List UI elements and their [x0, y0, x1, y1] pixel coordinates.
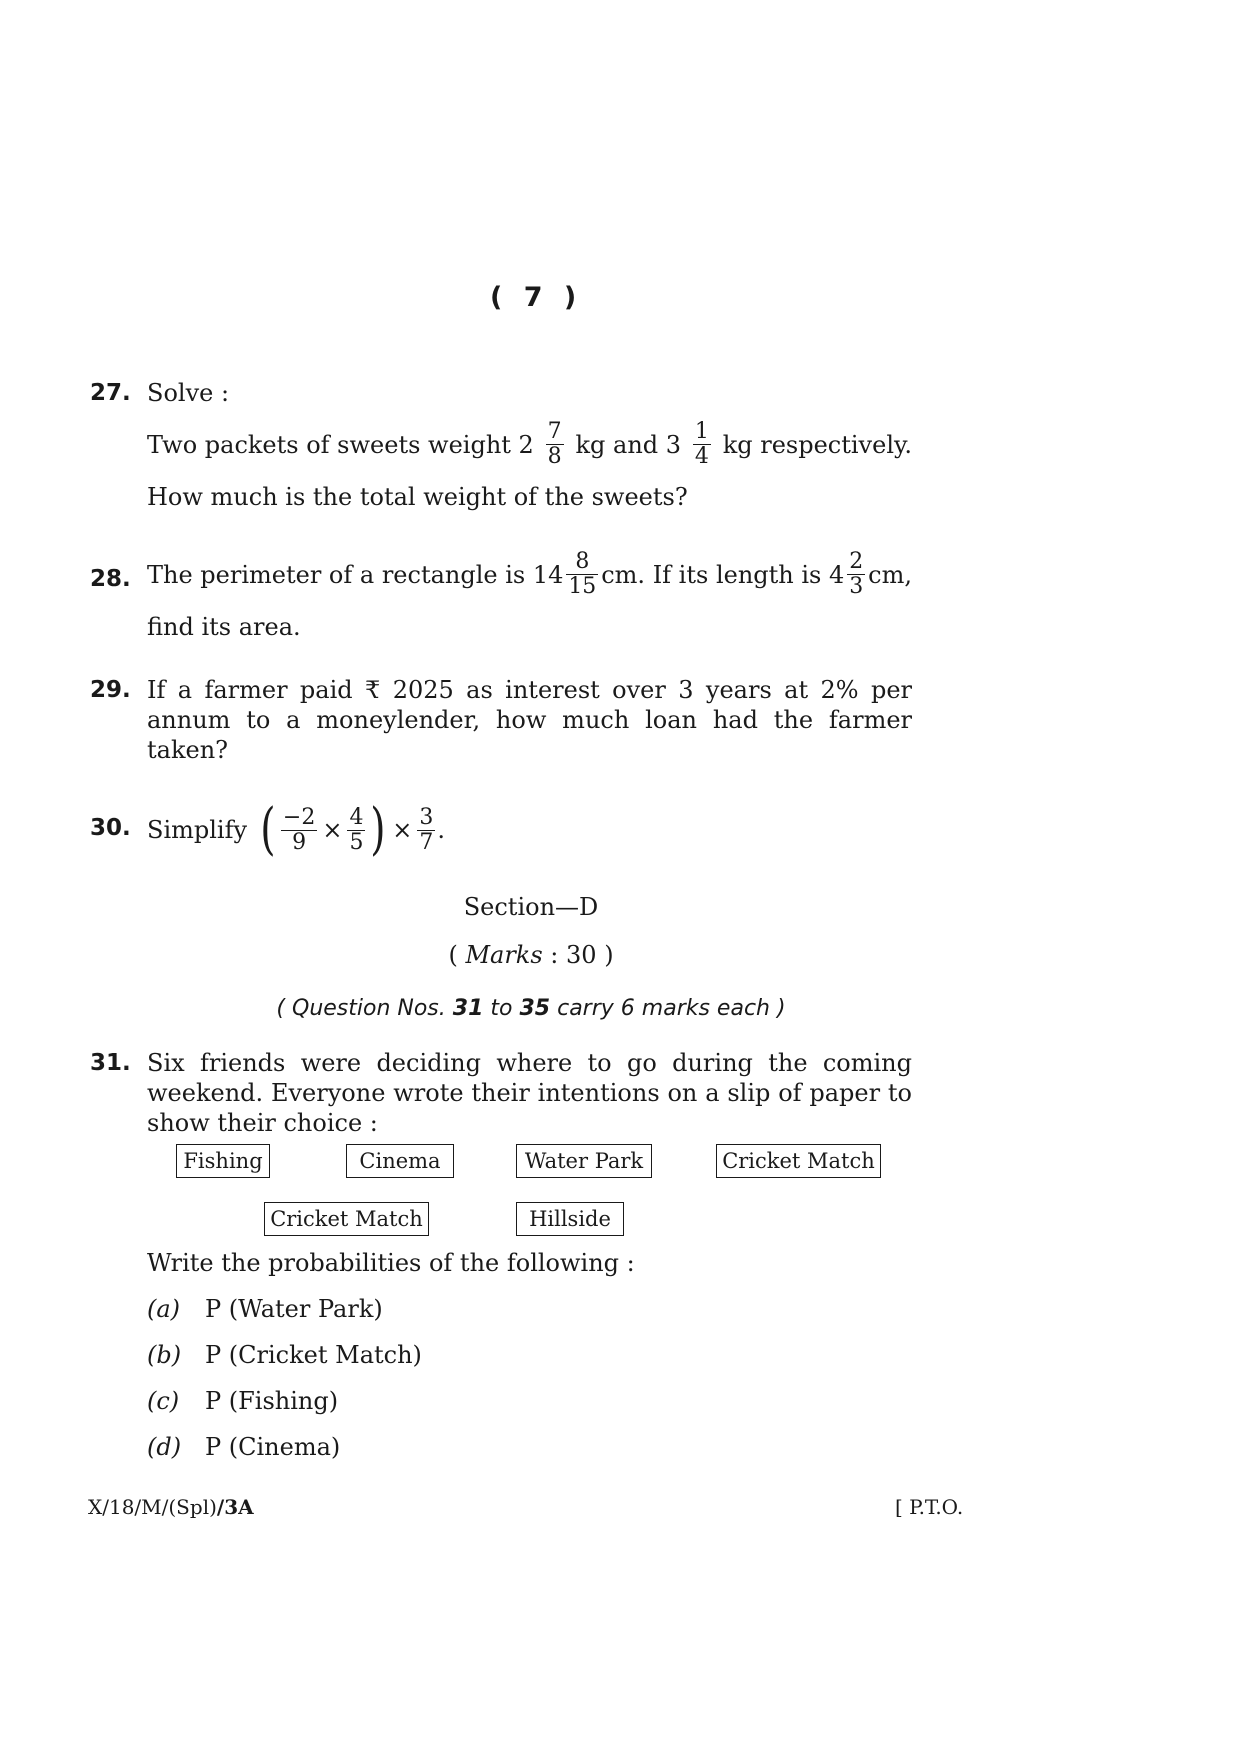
q30-end: .	[437, 816, 446, 844]
section-title-text: Section—D	[463, 893, 599, 921]
marks-label: Marks	[465, 941, 543, 969]
q30-fraction-2	[347, 806, 365, 855]
slip-hillside: Hillside	[516, 1202, 624, 1236]
q30-f3-num: 3	[419, 804, 434, 830]
open-paren: (	[260, 797, 276, 862]
marks-value: : 30	[550, 941, 597, 969]
question-number-30: 30.	[90, 815, 131, 841]
q28-question: find its area.	[147, 613, 301, 641]
q27-question: How much is the total weight of the sweets?	[147, 483, 688, 511]
q28-text-a: The perimeter of a rectangle is 14	[147, 560, 564, 589]
instr-b: 31	[452, 996, 484, 1021]
option-d-text: P (Cinema)	[205, 1433, 341, 1461]
option-a-label: (a)	[147, 1295, 181, 1323]
slip-cricket-match-1: Cricket Match	[716, 1144, 881, 1178]
q30-times-2: ×	[392, 816, 413, 844]
q27-fraction-1	[546, 420, 564, 469]
slip-fishing: Fishing	[176, 1144, 270, 1178]
q27-text-b: kg and 3	[575, 430, 682, 459]
q28-line	[147, 550, 912, 599]
q27-text-c: kg respectively.	[722, 430, 912, 459]
option-d-label: (d)	[147, 1433, 182, 1461]
q28-text-c: cm,	[868, 560, 912, 589]
q29-text: If a farmer paid ₹ 2025 as interest over 3 years at 2% per annum to a moneylender, how much loan had the farmer taken?	[147, 676, 912, 764]
slip-cricket-match-2: Cricket Match	[264, 1202, 429, 1236]
instr-e: carry 6 marks each	[557, 996, 770, 1021]
q30-f1-den: 9	[292, 829, 307, 855]
q30-text: Simplify	[147, 816, 248, 844]
footer-code	[88, 1495, 254, 1519]
q30-fraction-3	[417, 806, 435, 855]
q28-frac1-num: 8	[566, 550, 598, 575]
q30-fraction-1	[281, 806, 317, 855]
q31-text: Six friends were deciding where to go during the coming weekend. Everyone wrote their intentions on a slip of paper to show their choice :	[147, 1049, 912, 1137]
q27-frac2-num: 1	[694, 419, 709, 444]
option-b-text: P (Cricket Match)	[205, 1341, 422, 1369]
q30-times-1: ×	[322, 816, 343, 844]
section-instruction: ( Question Nos. 31 to 35 carry 6 marks each )	[276, 996, 786, 1021]
question-number-29: 29.	[90, 677, 131, 703]
instr-a: Question Nos.	[292, 996, 446, 1021]
instr-d: 35	[519, 996, 551, 1021]
q27-line	[147, 420, 912, 469]
q27-instruction: Solve :	[147, 379, 230, 407]
question-number-31: 31.	[90, 1050, 131, 1076]
q27-fraction-2	[693, 420, 711, 469]
option-c-text: P (Fishing)	[205, 1387, 339, 1415]
section-title	[0, 892, 1062, 922]
q31-prompt: Write the probabilities of the following :	[147, 1249, 635, 1277]
q30-f1-num: −2	[282, 804, 316, 830]
q30-f2-num: 4	[349, 804, 364, 830]
q30-expression	[147, 790, 445, 870]
option-a-text: P (Water Park)	[205, 1295, 383, 1323]
q30-f3-den: 7	[419, 829, 434, 855]
footer-pto: [ P.T.O.	[895, 1495, 964, 1519]
footer-code-a: X/18/M/(Spl)	[88, 1495, 217, 1519]
slip-water-park: Water Park	[516, 1144, 652, 1178]
instr-c: to	[490, 996, 513, 1021]
footer-code-b: /3A	[216, 1495, 254, 1519]
q28-fraction-2	[847, 550, 865, 599]
q27-frac1-den: 8	[547, 444, 562, 469]
q28-frac2-num: 2	[849, 549, 864, 574]
option-c-label: (c)	[147, 1387, 180, 1415]
close-paren: )	[370, 797, 387, 862]
q28-frac2-den: 3	[849, 574, 864, 599]
slip-cinema: Cinema	[346, 1144, 454, 1178]
q30-f2-den: 5	[349, 829, 364, 855]
section-marks: ( Marks : 30 )	[448, 941, 614, 969]
page-number: ( 7 )	[490, 282, 583, 313]
q28-text-b: cm. If its length is 4	[601, 560, 845, 589]
question-number-27: 27.	[90, 380, 131, 406]
question-number-28: 28.	[90, 566, 131, 592]
q27-text-a: Two packets of sweets weight 2	[147, 430, 534, 459]
q28-frac1-den: 15	[568, 574, 597, 599]
q27-frac1-num: 7	[547, 419, 562, 444]
q28-fraction-1	[566, 550, 598, 599]
q27-frac2-den: 4	[694, 444, 709, 469]
option-b-label: (b)	[147, 1341, 182, 1369]
